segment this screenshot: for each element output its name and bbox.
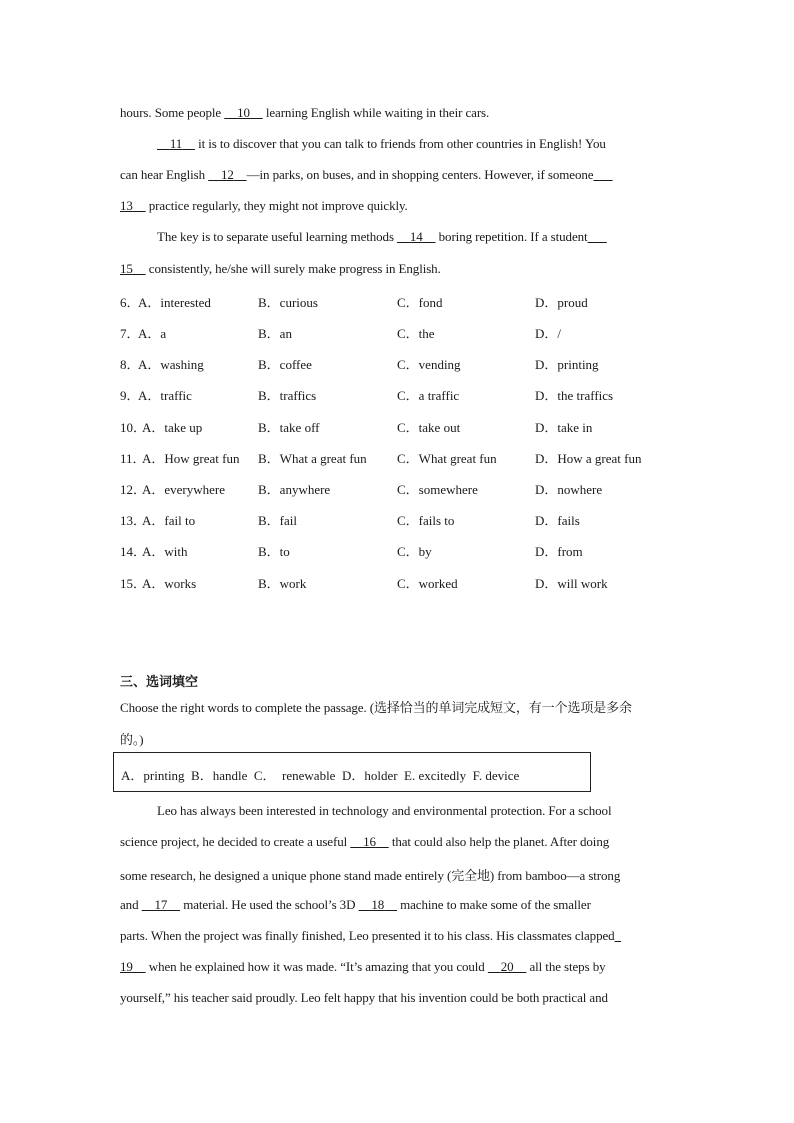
question-number: 7． <box>120 326 140 341</box>
blank-17: 17 <box>154 897 168 912</box>
option-b: B．an <box>258 326 292 341</box>
text: hours. Some people <box>120 105 225 120</box>
option-a: A．fail to <box>142 513 196 528</box>
option-b: B．take off <box>258 420 320 435</box>
text: and <box>120 897 142 912</box>
question-number: 14． <box>120 544 147 559</box>
option-b: B．fail <box>258 513 297 528</box>
option-c: C．fond <box>397 295 443 310</box>
option-c: C．take out <box>397 420 461 435</box>
option-b: B．coffee <box>258 357 312 372</box>
option-b: B．anywhere <box>258 482 331 497</box>
question-number: 13． <box>120 513 147 528</box>
option-d: D．/ <box>535 326 562 341</box>
option-d: D．from <box>535 544 583 559</box>
text: some research, he designed a unique phone stand made entirely (完全地) from bamboo—a strong <box>120 868 621 883</box>
passage1-line5 <box>157 229 607 245</box>
option-d: D．take in <box>535 420 593 435</box>
option-b: B．work <box>258 576 307 591</box>
question-number: 8． <box>120 357 140 372</box>
passage2-line7 <box>120 990 608 1006</box>
option-c: C．the <box>397 326 435 341</box>
text: that could also help the planet. After doing <box>388 834 610 849</box>
option-a: A．with <box>142 544 188 559</box>
option-a: A．How great fun <box>142 451 240 466</box>
passage1-line1 <box>120 105 489 121</box>
option-d: D．proud <box>535 295 588 310</box>
option-d: D．fails <box>535 513 580 528</box>
text: The key is to separate useful learning methods <box>157 229 398 244</box>
section-heading: 三、选词填空 <box>120 675 199 690</box>
blank-13: 13 <box>120 198 133 213</box>
text: it is to discover that you can talk to friends from other countries in English! You <box>194 136 606 151</box>
text: science project, he decided to create a useful <box>120 834 351 849</box>
option-c: C．a traffic <box>397 388 460 403</box>
option-c: C．somewhere <box>397 482 478 497</box>
text: yourself,” his teacher said proudly. Leo felt happy that his invention could be both practical and <box>120 990 608 1005</box>
option-a: A．take up <box>142 420 203 435</box>
option-b: B．traffics <box>258 388 317 403</box>
text: all the steps by <box>526 959 606 974</box>
passage1-line3 <box>120 167 613 183</box>
passage2-line4 <box>120 897 591 913</box>
question-number: 6． <box>120 295 140 310</box>
word-bank-box <box>113 752 591 792</box>
text: machine to make some of the smaller <box>396 897 591 912</box>
option-a: A．everywhere <box>142 482 226 497</box>
option-d: D．How a great fun <box>535 451 642 466</box>
question-number: 11． <box>120 451 146 466</box>
option-c: C．by <box>397 544 432 559</box>
passage2-line1 <box>157 803 611 819</box>
instruction-line1: Choose the right words to complete the passage. (选择恰当的单词完成短文，有一个选项是多余 <box>120 700 632 715</box>
passage1-line4 <box>120 198 408 214</box>
option-d: D．printing <box>535 357 599 372</box>
blank-15: 15 <box>120 261 133 276</box>
option-a: A．washing <box>138 357 204 372</box>
passage2-line5 <box>120 928 621 944</box>
word-bank: A．printing B．handle C． renewable D．holder E. excitedly F. device <box>121 768 520 783</box>
text: learning English while waiting in their cars. <box>262 105 490 120</box>
text: —in parks, on buses, and in shopping centers. However, if someone <box>246 167 594 182</box>
passage2-line3 <box>120 865 620 884</box>
passage2-line2 <box>120 834 609 850</box>
text: parts. When the project was finally finished, Leo presented it to his class. His classmates clapped <box>120 928 615 943</box>
option-c: C．What great fun <box>397 451 497 466</box>
option-d: D．nowhere <box>535 482 603 497</box>
text: material. He used the school’s 3D <box>180 897 359 912</box>
blank-12: 12 <box>221 167 234 182</box>
option-d: D．the traffics <box>535 388 614 403</box>
blank-16: 16 <box>363 834 376 849</box>
blank-20: 20 <box>500 959 514 974</box>
option-b: B．curious <box>258 295 318 310</box>
question-number: 12． <box>120 482 147 497</box>
option-c: C．fails to <box>397 513 455 528</box>
option-a: A．works <box>142 576 197 591</box>
blank-14: 14 <box>409 229 423 244</box>
option-d: D．will work <box>535 576 608 591</box>
blank-11: 11 <box>169 136 183 151</box>
option-c: C．worked <box>397 576 458 591</box>
option-a: A．traffic <box>138 388 192 403</box>
instruction-line2: 的。) <box>120 732 144 747</box>
text: when he explained how it was made. “It’s amazing that you could <box>145 959 488 974</box>
text: consistently, he/she will surely make progress in English. <box>145 261 441 276</box>
option-a: A．a <box>138 326 167 341</box>
option-c: C．vending <box>397 357 461 372</box>
blank-19: 19 <box>120 959 133 974</box>
passage2-line6 <box>120 959 606 975</box>
blank-10: 10 <box>237 105 250 120</box>
question-number: 9． <box>120 388 140 403</box>
passage1-line2 <box>157 136 606 152</box>
text: practice regularly, they might not improve quickly. <box>145 198 408 213</box>
text: boring repetition. If a student <box>435 229 588 244</box>
question-number: 15． <box>120 576 147 591</box>
option-a: A．interested <box>138 295 211 310</box>
text: can hear English <box>120 167 209 182</box>
passage1-line6 <box>120 261 441 277</box>
question-number: 10． <box>120 420 147 435</box>
blank-18: 18 <box>371 897 385 912</box>
text: Leo has always been interested in technology and environmental protection. For a school <box>157 803 612 818</box>
option-b: B．to <box>258 544 290 559</box>
option-b: B．What a great fun <box>258 451 367 466</box>
